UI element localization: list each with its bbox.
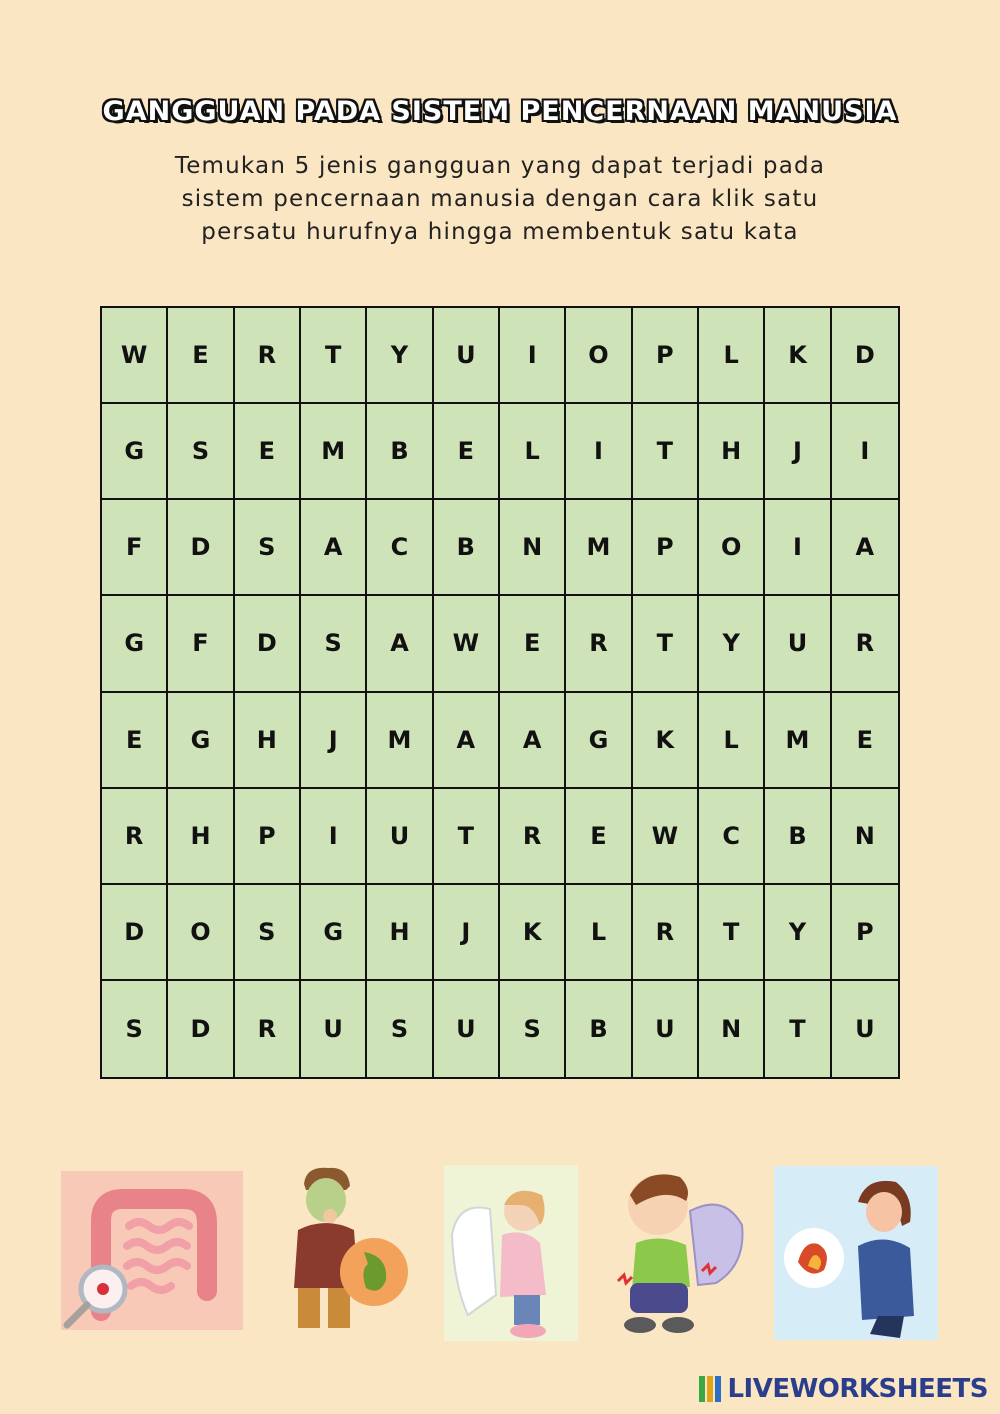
grid-letter-cell[interactable]: H (168, 789, 234, 885)
grid-letter-cell[interactable]: J (434, 885, 500, 981)
grid-letter-cell[interactable]: B (765, 789, 831, 885)
grid-letter-cell[interactable]: C (367, 500, 433, 596)
grid-letter-cell[interactable]: J (301, 693, 367, 789)
grid-letter-cell[interactable]: K (633, 693, 699, 789)
nauseous-man-stomach-illustration (276, 1160, 412, 1332)
grid-letter-cell[interactable]: E (235, 404, 301, 500)
grid-letter-cell[interactable]: D (168, 981, 234, 1077)
grid-letter-cell[interactable]: E (500, 596, 566, 692)
grid-letter-cell[interactable]: R (235, 981, 301, 1077)
grid-letter-cell[interactable]: T (765, 981, 831, 1077)
grid-letter-cell[interactable]: A (500, 693, 566, 789)
grid-letter-cell[interactable]: S (301, 596, 367, 692)
grid-letter-cell[interactable]: T (434, 789, 500, 885)
grid-letter-cell[interactable]: W (434, 596, 500, 692)
grid-letter-cell[interactable]: A (832, 500, 898, 596)
grid-letter-cell[interactable]: U (367, 789, 433, 885)
grid-letter-cell[interactable]: O (168, 885, 234, 981)
grid-letter-cell[interactable]: S (235, 500, 301, 596)
page-title: GANGGUAN PADA SISTEM PENCERNAAN MANUSIA (102, 96, 898, 127)
grid-letter-cell[interactable]: W (633, 789, 699, 885)
instructions-line: Temukan 5 jenis gangguan yang dapat terjadi pada (174, 153, 826, 179)
grid-letter-cell[interactable]: K (765, 308, 831, 404)
grid-letter-cell[interactable]: W (102, 308, 168, 404)
grid-letter-cell[interactable]: K (500, 885, 566, 981)
liveworksheets-logo-icon (699, 1376, 721, 1402)
grid-letter-cell[interactable]: R (102, 789, 168, 885)
grid-letter-cell[interactable]: Y (765, 885, 831, 981)
grid-letter-cell[interactable]: T (633, 596, 699, 692)
instructions-line: persatu hurufnya hingga membentuk satu kata (201, 219, 799, 245)
grid-letter-cell[interactable]: Y (367, 308, 433, 404)
grid-letter-cell[interactable]: R (235, 308, 301, 404)
grid-letter-cell[interactable]: G (168, 693, 234, 789)
grid-letter-cell[interactable]: N (500, 500, 566, 596)
instructions (100, 150, 900, 249)
grid-letter-cell[interactable]: Y (699, 596, 765, 692)
grid-letter-cell[interactable]: D (168, 500, 234, 596)
grid-letter-cell[interactable]: D (832, 308, 898, 404)
grid-letter-cell[interactable]: I (301, 789, 367, 885)
grid-letter-cell[interactable]: T (699, 885, 765, 981)
girl-toilet-illustration (444, 1165, 578, 1341)
boy-toilet-pain-illustration (606, 1165, 748, 1341)
woman-stomach-fire-illustration (774, 1166, 938, 1340)
brand-watermark (699, 1374, 988, 1404)
grid-letter-cell[interactable]: B (367, 404, 433, 500)
grid-letter-cell[interactable]: S (367, 981, 433, 1077)
grid-letter-cell[interactable]: U (434, 308, 500, 404)
grid-letter-cell[interactable]: D (235, 596, 301, 692)
grid-letter-cell[interactable]: P (235, 789, 301, 885)
grid-letter-cell[interactable]: L (699, 308, 765, 404)
grid-letter-cell[interactable]: G (102, 596, 168, 692)
grid-letter-cell[interactable]: U (434, 981, 500, 1077)
grid-letter-cell[interactable]: U (765, 596, 831, 692)
grid-letter-cell[interactable]: P (832, 885, 898, 981)
grid-letter-cell[interactable]: N (832, 789, 898, 885)
grid-letter-cell[interactable]: D (102, 885, 168, 981)
grid-letter-cell[interactable]: S (235, 885, 301, 981)
brand-text: LIVEWORKSHEETS (727, 1374, 988, 1404)
grid-letter-cell[interactable]: G (102, 404, 168, 500)
grid-letter-cell[interactable]: T (301, 308, 367, 404)
grid-letter-cell[interactable]: R (832, 596, 898, 692)
grid-letter-cell[interactable]: S (500, 981, 566, 1077)
grid-letter-cell[interactable]: F (168, 596, 234, 692)
grid-letter-cell[interactable]: L (566, 885, 632, 981)
grid-letter-cell[interactable]: T (633, 404, 699, 500)
grid-letter-cell[interactable]: M (566, 500, 632, 596)
grid-letter-cell[interactable]: A (367, 596, 433, 692)
grid-letter-cell[interactable]: E (566, 789, 632, 885)
grid-letter-cell[interactable]: B (434, 500, 500, 596)
grid-letter-cell[interactable]: O (566, 308, 632, 404)
grid-letter-cell[interactable]: R (633, 885, 699, 981)
grid-letter-cell[interactable]: A (434, 693, 500, 789)
grid-letter-cell[interactable]: R (566, 596, 632, 692)
grid-letter-cell[interactable]: J (765, 404, 831, 500)
grid-letter-cell[interactable]: G (301, 885, 367, 981)
grid-letter-cell[interactable]: I (500, 308, 566, 404)
grid-letter-cell[interactable]: B (566, 981, 632, 1077)
grid-letter-cell[interactable]: U (633, 981, 699, 1077)
grid-letter-cell[interactable]: G (566, 693, 632, 789)
grid-letter-cell[interactable]: O (699, 500, 765, 596)
grid-letter-cell[interactable]: M (301, 404, 367, 500)
grid-letter-cell[interactable]: I (566, 404, 632, 500)
grid-letter-cell[interactable]: H (367, 885, 433, 981)
grid-letter-cell[interactable]: H (235, 693, 301, 789)
grid-letter-cell[interactable]: U (301, 981, 367, 1077)
grid-letter-cell[interactable]: F (102, 500, 168, 596)
grid-letter-cell[interactable]: I (832, 404, 898, 500)
grid-letter-cell[interactable]: U (855, 1014, 875, 1043)
grid-letter-cell[interactable]: A (301, 500, 367, 596)
grid-letter-cell[interactable]: M (765, 693, 831, 789)
grid-letter-cell[interactable]: L (500, 404, 566, 500)
grid-letter-cell[interactable]: H (699, 404, 765, 500)
grid-letter-cell[interactable]: P (633, 500, 699, 596)
grid-letter-cell[interactable]: I (765, 500, 831, 596)
grid-letter-cell[interactable]: R (500, 789, 566, 885)
grid-letter-cell[interactable]: E (832, 693, 898, 789)
instructions-line: sistem pencernaan manusia dengan cara klik satu (181, 186, 819, 212)
word-search-grid (100, 306, 900, 1079)
grid-letter-cell[interactable]: E (102, 693, 168, 789)
grid-letter-cell[interactable]: S (168, 404, 234, 500)
grid-letter-cell[interactable]: E (168, 308, 234, 404)
grid-letter-cell[interactable]: S (102, 981, 168, 1077)
grid-letter-cell[interactable]: M (367, 693, 433, 789)
grid-letter-cell[interactable]: E (434, 404, 500, 500)
intestine-magnifier-illustration (61, 1171, 243, 1330)
grid-letter-cell[interactable]: N (699, 981, 765, 1077)
grid-letter-cell[interactable]: P (633, 308, 699, 404)
grid-letter-cell[interactable]: C (699, 789, 765, 885)
grid-letter-cell[interactable]: L (699, 693, 765, 789)
